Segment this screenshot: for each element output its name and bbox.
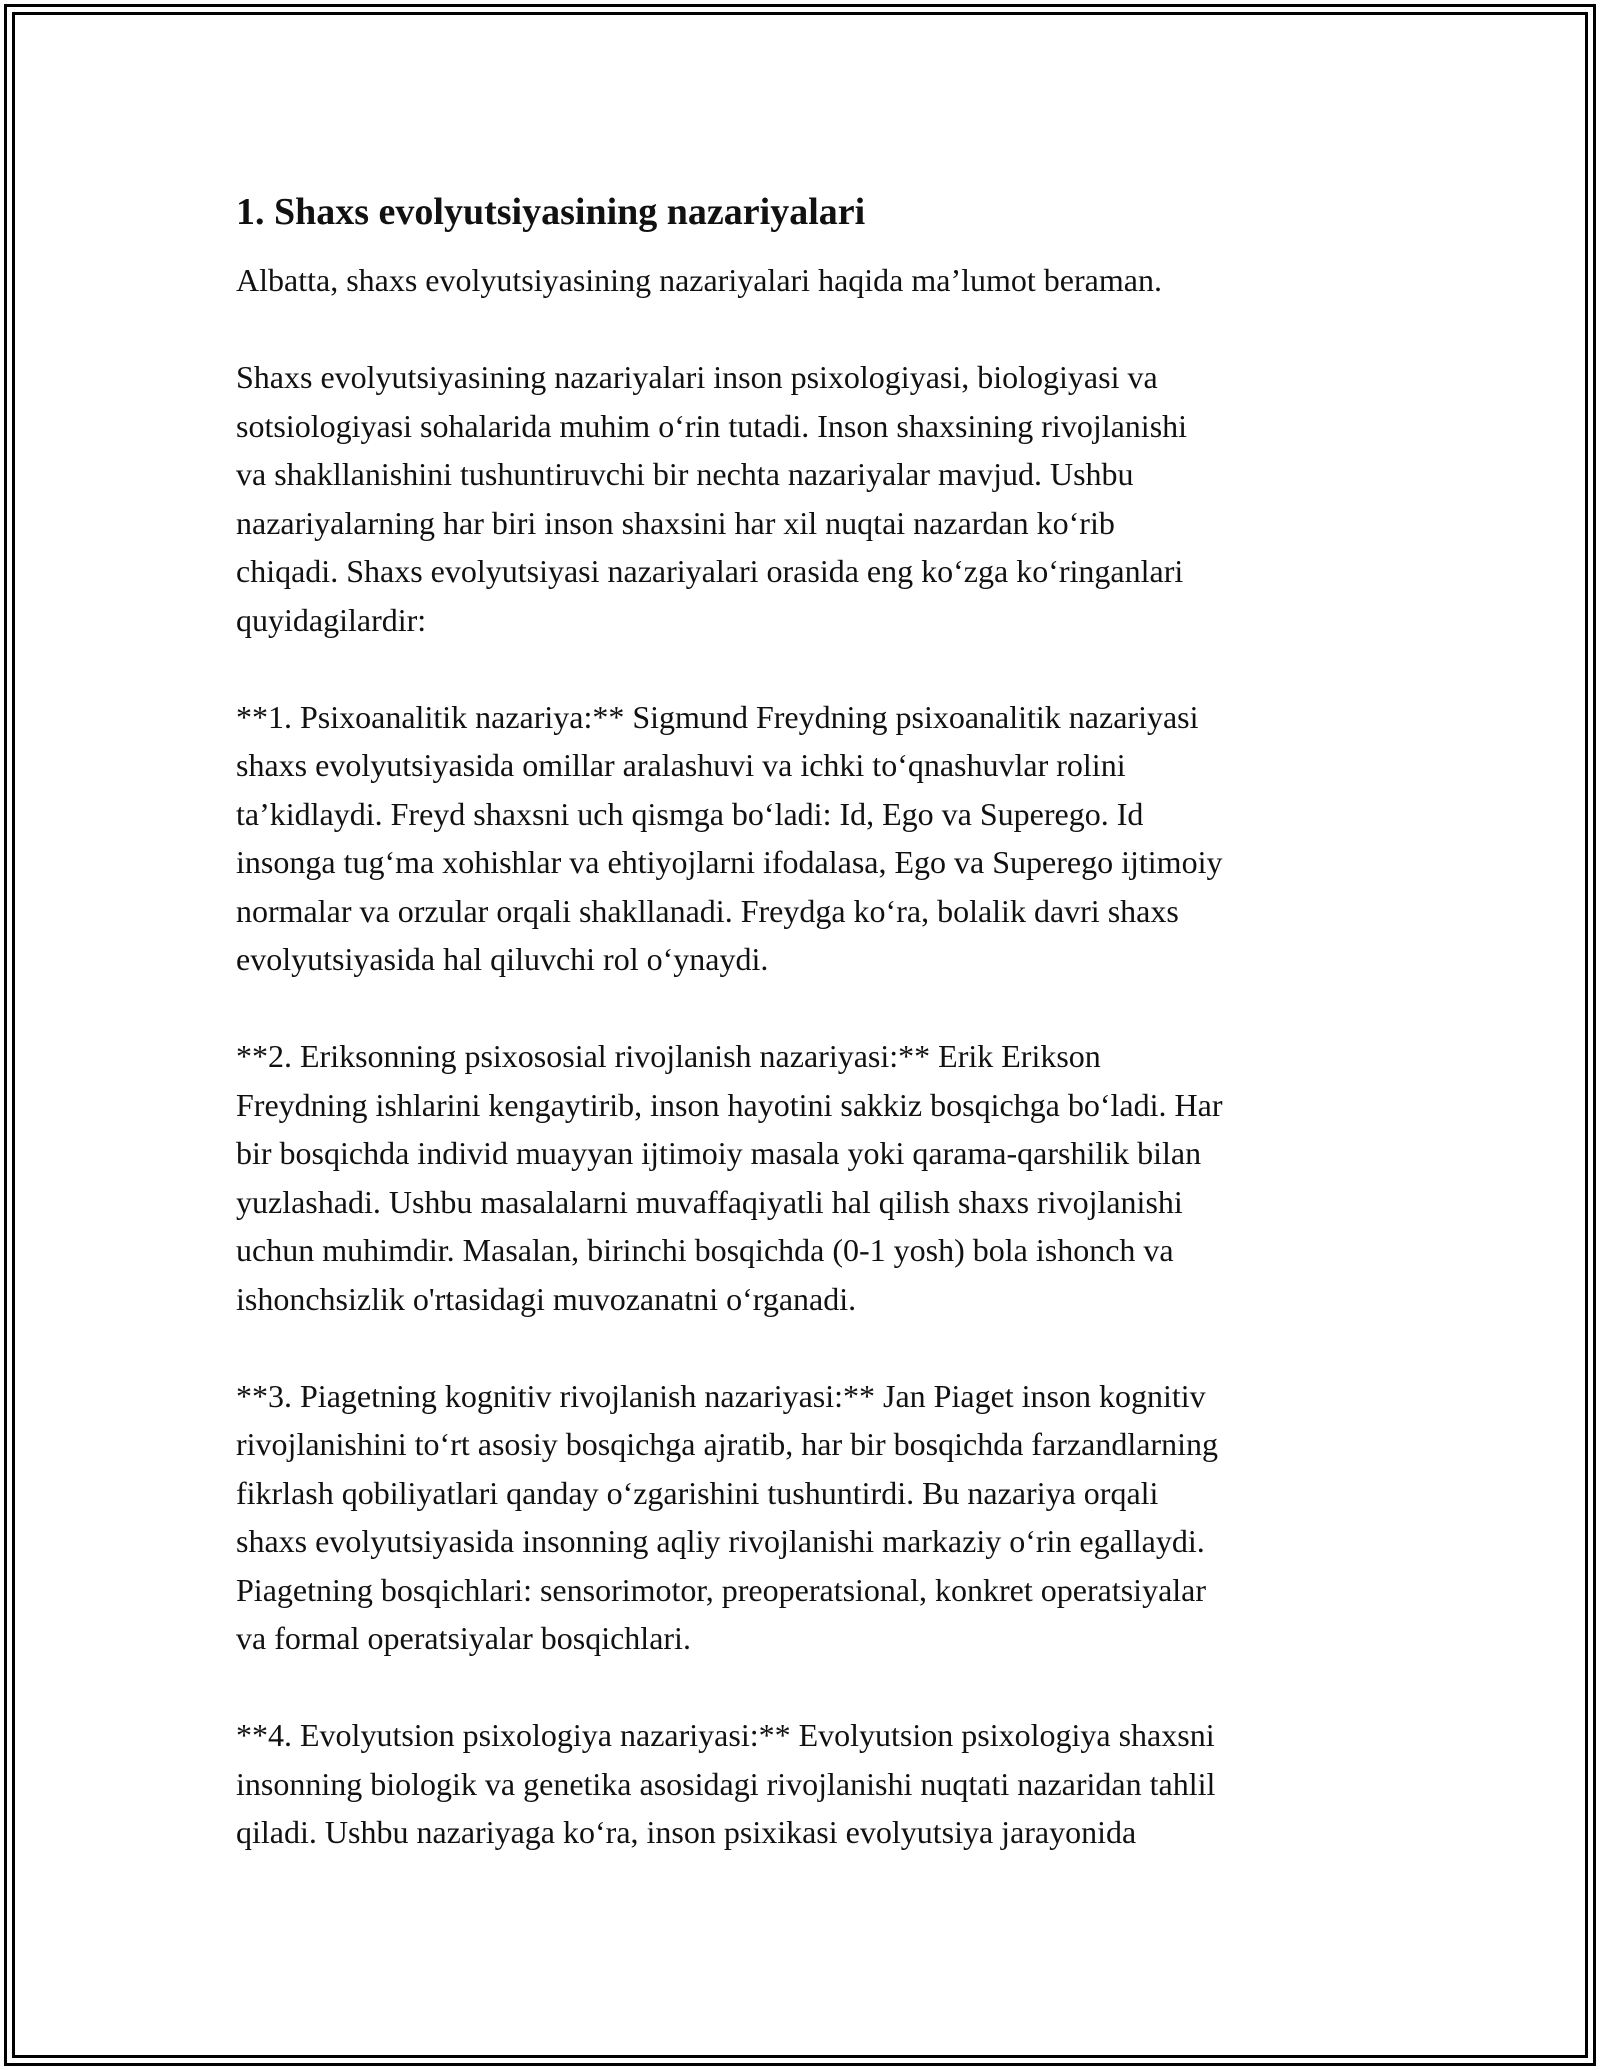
text-line: shaxs evolyutsiyasida insonning aqliy rivojlanishi markaziy o‘rin egallaydi. xyxy=(236,1523,1205,1559)
text-line: nazariyalarning har biri inson shaxsini har xil nuqtai nazardan ko‘rib xyxy=(236,504,1115,541)
text-line: **3. Piagetning kognitiv rivojlanish nazariyasi:** Jan Piaget inson kognitiv xyxy=(236,1377,1206,1414)
text-line: Albatta, shaxs evolyutsiyasining nazariyalari haqida ma’lumot beraman. xyxy=(236,262,1162,298)
text-line: yuzlashadi. Ushbu masalalarni muvaffaqiyatli hal qilish shaxs rivojlanishi xyxy=(236,1183,1183,1220)
text-line: evolyutsiyasida hal qiluvchi rol o‘ynaydi. xyxy=(236,941,769,977)
text-line: uchun muhimdir. Masalan, birinchi bosqichda (0-1 yosh) bola ishonch va xyxy=(236,1232,1174,1268)
paragraph-erikson-theory xyxy=(236,1032,1376,1323)
text-line: sotsiologiyasi sohalarida muhim o‘rin tutadi. Inson shaxsining rivojlanishi xyxy=(236,407,1188,444)
text-line: Piagetning bosqichlari: sensorimotor, preoperatsional, konkret operatsiyalar xyxy=(236,1571,1207,1608)
text-line: bir bosqichda individ muayyan ijtimoiy masala yoki qarama-qarshilik bilan xyxy=(236,1135,1202,1171)
text-line: insonga tug‘ma xohishlar va ehtiyojlarni ifodalasa, Ego va Superego ijtimoiy xyxy=(236,844,1223,880)
text-line: chiqadi. Shaxs evolyutsiyasi nazariyalari orasida eng ko‘zga ko‘ringanlari xyxy=(236,553,1184,589)
text-line: quyidagilardir: xyxy=(236,601,427,638)
text-line: Shaxs evolyutsiyasining nazariyalari inson psixologiyasi, biologiyasi va xyxy=(236,359,1158,395)
document-body xyxy=(236,188,1376,1905)
text-line: insonning biologik va genetika asosidagi rivojlanishi nuqtati nazaridan tahlil xyxy=(236,1765,1216,1802)
text-line: **1. Psixoanalitik nazariya:** Sigmund Freydning psixoanalitik nazariyasi xyxy=(236,698,1199,735)
text-line: shaxs evolyutsiyasida omillar aralashuvi va ichki to‘qnashuvlar rolini xyxy=(236,747,1126,783)
paragraph-piaget-theory xyxy=(236,1372,1376,1663)
text-line: va shakllanishini tushuntiruvchi bir nechta nazariyalar mavjud. Ushbu xyxy=(236,456,1134,492)
document-heading: 1. Shaxs evolyutsiyasining nazariyalari xyxy=(236,191,866,233)
paragraph-evolutionary-psychology xyxy=(236,1711,1376,1857)
text-line: **2. Eriksonning psixososial rivojlanish nazariyasi:** Erik Erikson xyxy=(236,1038,1101,1074)
paragraph-psychoanalytic-theory xyxy=(236,693,1376,984)
text-line: qiladi. Ushbu nazariyaga ko‘ra, inson psixikasi evolyutsiya jarayonida xyxy=(236,1814,1137,1850)
text-line: rivojlanishini to‘rt asosiy bosqichga ajratib, har bir bosqichda farzandlarning xyxy=(236,1426,1218,1462)
text-line: normalar va orzular orqali shakllanadi. Freydga ko‘ra, bolalik davri shaxs xyxy=(236,892,1179,929)
paragraph-intro xyxy=(236,256,1376,305)
text-line: fikrlash qobiliyatlari qanday o‘zgarishini tushuntirdi. Bu nazariya orqali xyxy=(236,1474,1159,1511)
text-line: ishonchsizlik o'rtasidagi muvozanatni o‘rganadi. xyxy=(236,1280,857,1317)
text-line: ta’kidlaydi. Freyd shaxsni uch qismga bo‘ladi: Id, Ego va Superego. Id xyxy=(236,795,1144,832)
text-line: **4. Evolyutsion psixologiya nazariyasi:** Evolyutsion psixologiya shaxsni xyxy=(236,1717,1215,1753)
text-line: va formal operatsiyalar bosqichlari. xyxy=(236,1620,691,1656)
text-line: Freydning ishlarini kengaytirib, inson hayotini sakkiz bosqichga bo‘ladi. Har xyxy=(236,1086,1223,1123)
paragraph-overview xyxy=(236,353,1376,644)
